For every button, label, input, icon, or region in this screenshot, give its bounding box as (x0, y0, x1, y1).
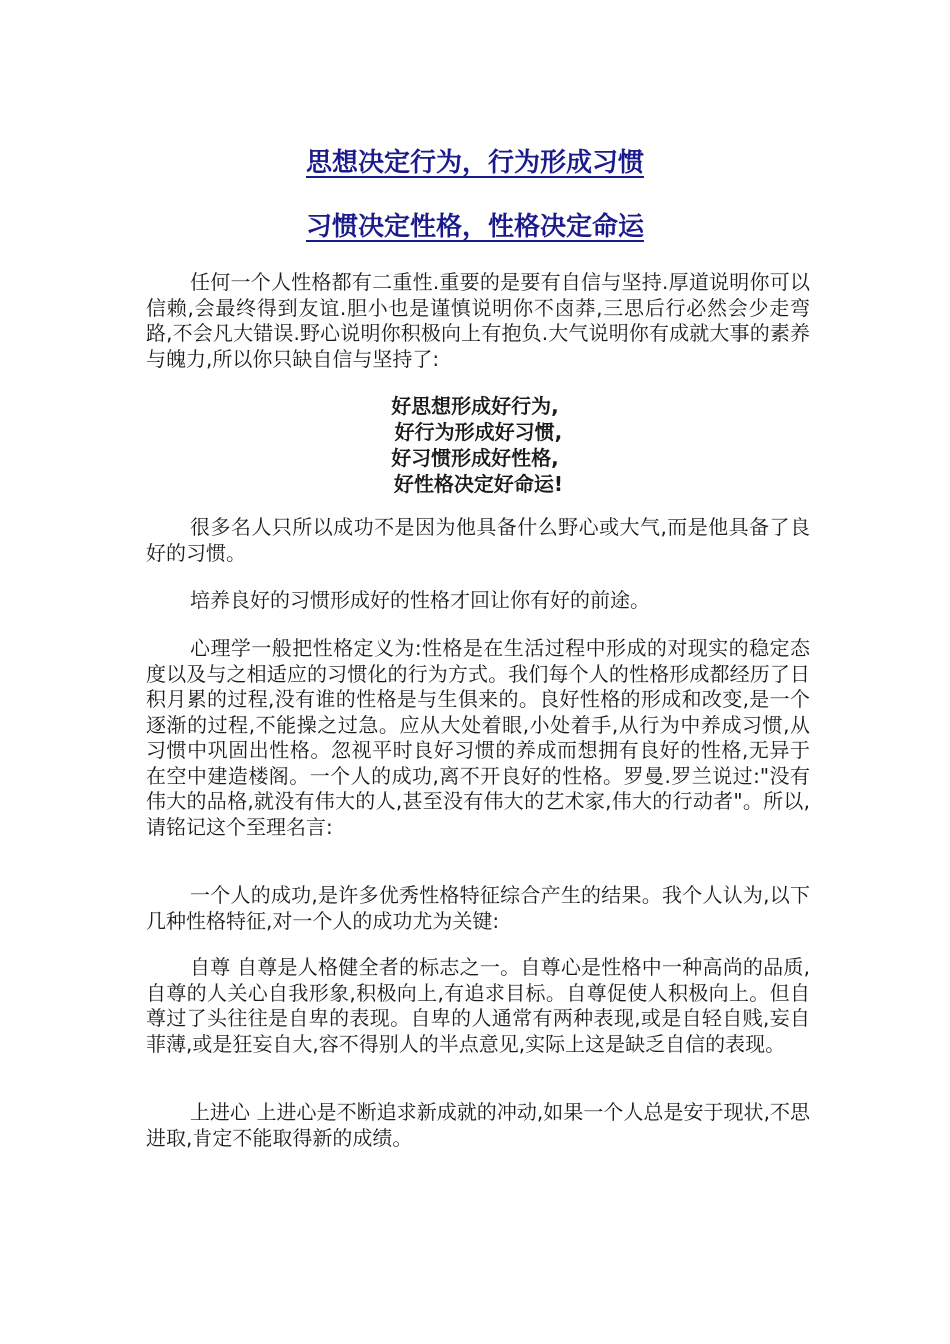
paragraph-good-habits: 培养良好的习惯形成好的性格才回让你有好的前途。 (190, 588, 650, 612)
motto-line: 好思想形成好行为, (391, 394, 559, 418)
paragraph-psychology: 心理学一般把性格定义为:性格是在生活过程中形成的对现实的稳定态度以及与之相适应的习惯化的行为方式。我们每个人的性格形成都经历了日积月累的过程,没有谁的性格是与生俱来的。良好性格的形成和改变,是一个逐渐的过程,不能操之过急。应从大处着眼,小处着手,从行为中养成习惯,从习惯中巩固出性格。忽视平时良好习惯的养成而想拥有良好的性格,无异于在空中建造楼阁。一个人的成功,离不开良好的性格。罗曼.罗兰说过:"没有伟大的品格,就没有伟大的人,甚至没有伟大的艺术家,伟大的行动者"。所以,请铭记这个至理名言: (146, 636, 810, 839)
motto-block (0, 393, 950, 497)
title-line-1: 思想决定行为，行为形成习惯 (305, 148, 644, 178)
paragraph-intro: 任何一个人性格都有二重性.重要的是要有自信与坚持.厚道说明你可以信赖,会最终得到友谊.胆小也是谨慎说明你不卤莽,三思后行必然会少走弯路,不会凡大错误.野心说明你积极向上有抱负.大气说明你有成就大事的素养与魄力,所以你只缺自信与坚持了: (146, 270, 810, 371)
motto-line: 好习惯形成好性格, (391, 446, 559, 470)
paragraph-ambition: 上进心 上进心是不断追求新成就的冲动,如果一个人总是安于现状,不思进取,肯定不能取得新的成绩。 (146, 1100, 810, 1150)
paragraph-famous-people: 很多名人只所以成功不是因为他具备什么野心或大气,而是他具备了良好的习惯。 (146, 515, 810, 565)
title-line-2: 习惯决定性格，性格决定命运 (305, 212, 644, 242)
motto-line: 好行为形成好习惯, (387, 420, 563, 444)
motto-line: 好性格决定好命运! (386, 472, 564, 496)
paragraph-success-traits: 一个人的成功,是许多优秀性格特征综合产生的结果。我个人认为,以下几种性格特征,对一个人的成功尤为关键: (146, 883, 810, 933)
paragraph-self-esteem: 自尊 自尊是人格健全者的标志之一。自尊心是性格中一种高尚的品质,自尊的人关心自我形象,积极向上,有追求目标。自尊促使人积极向上。但自尊过了头往往是自卑的表现。自卑的人通常有两种表现,或是自轻自贱,妄自菲薄,或是狂妄自大,容不得别人的半点意见,实际上这是缺乏自信的表现。 (146, 955, 810, 1056)
